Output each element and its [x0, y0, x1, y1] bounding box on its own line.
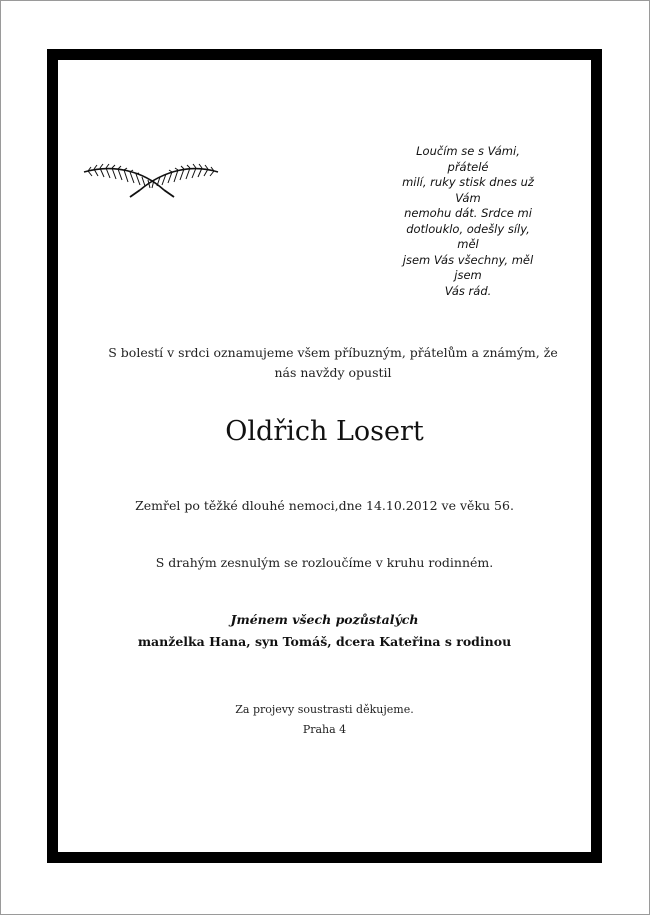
crossed-feathers-icon: [82, 160, 222, 200]
funeral-info: S drahým zesnulým se rozloučíme v kruhu rodinném.: [155, 555, 494, 570]
announcement-text: S bolestí v srdci oznamujeme všem příbuzným, přátelům a známým, že nás navždy opustil: [108, 345, 558, 380]
family-label: Jménem všech pozůstalých: [230, 612, 419, 627]
deceased-name: Oldřich Losert: [225, 416, 424, 447]
death-info: Zemřel po těžké dlouhé nemoci,dne 14.10.2012 ve věku 56.: [135, 498, 514, 513]
thanks-text: Za projevy soustrasti děkujeme.: [235, 703, 414, 716]
obituary-frame: [47, 49, 602, 863]
farewell-poem: Loučím se s Vámi, přátelé milí, ruky stisk dnes už Vám nemohu dát. Srdce mi dotlouklo, odešly síly, měl jsem Vás všechny, měl jsem Vás rád.: [402, 144, 534, 298]
place-text: Praha 4: [302, 723, 347, 736]
family-names: manželka Hana, syn Tomáš, dcera Kateřina s rodinou: [137, 634, 512, 649]
